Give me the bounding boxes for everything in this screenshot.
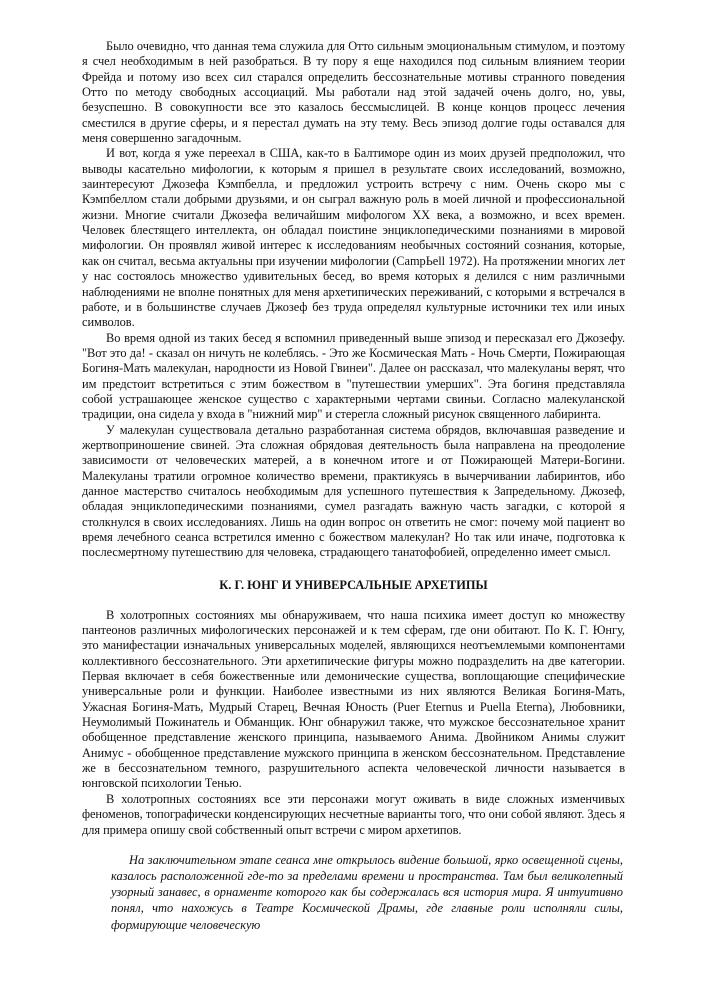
paragraph: Было очевидно, что данная тема служила для Отто сильным эмоциональным стимулом, и поэтому я счел необходимым в ней разобраться. В ту пору я еще находился под сильным влиянием теории Фрейда и потому изо всех сил старался определить бессознательные мотивы странного поведения Отто по методу свободных ассоциаций. Мы работали над этой задачей очень долго, но, увы, безуспешно. В совокупности все это казалось бессмыслицей. В конце концов процесс лечения сместился в другие сферы, и я перестал думать на эту тему. Весь эпизод долгие годы оставался для меня совершенно загадочным. [82, 39, 625, 146]
paragraph: В холотропных состояниях все эти персонажи могут оживать в виде сложных изменчивых феноменов, топографически конденсирующих несчетные варианты того, что они собой являют. Здесь я для примера опишу свой собственный опыт встречи с миром архетипов. [82, 791, 625, 837]
section-heading: К. Г. ЮНГ И УНИВЕРСАЛЬНЫЕ АРХЕТИПЫ [219, 577, 488, 592]
paragraph: Во время одной из таких бесед я вспомнил приведенный выше эпизод и пересказал его Джозефу. "Вот это да! - сказал он ничуть не колеблясь. - Это же Космическая Мать - Ночь Смерти, Пожирающая Богиня-Мать малекулан, народности из Новой Гвинеи". Далее он рассказал, что малекуланы верят, что им предстоит встретиться с этим божеством в "путешествии умерших". Эта богиня представляла собой устрашающее женское существо с характерными чертами свиньи. Согласно малекуланской традиции, она сидела у входа в "нижний мир" и стерегла сложный рисунок священного лабиринта. [82, 330, 625, 422]
paragraph: И вот, когда я уже переехал в США, как-то в Балтиморе один из моих друзей предположил, что выводы касательно мифологии, к которым я пришел в результате своих исследований, возможно, заинтересуют Джозефа Кэмпбелла, и предложил устроить встречу с ним. Очень скоро мы с Кэмпбеллом стали добрыми друзьями, и он сыграл важную роль в моей личной и профессиональной жизни. Многие считали Джозефа величайшим мифологом XX века, а возможно, и всех времен. Человек блестящего интеллекта, он обладал поистине энциклопедическими познаниями в мировой мифологии. Он проявлял живой интерес к исследованиям необычных состояний сознания, которые, как он считал, весьма актуальны при изучении мифологии (CampЬell 1972). На протяжении многих лет у нас состоялось множество удивительных бесед, во время которых я делился с ним различными наблюдениями не вполне понятных для меня архетипических переживаний, с которыми я встречался в работе, и в большинстве случаев Джозеф без труда определял культурные источники тех или иных символов. [82, 146, 625, 330]
paragraph: У малекулан существовала детально разработанная система обрядов, включавшая разведение и жертвоприношение свиней. Эта сложная обрядовая деятельность была направлена на преодоление зависимости от человеческих матерей, а в конечном итоге и от Пожирающей Матери-Богини. Малекуланы тратили огромное количество времени, практикуясь в вычерчивании лабиринтов, ибо данное мастерство считалось необходимым для успешного путешествия к Запредельному. Джозеф, обладая энциклопедическими познаниями, сумел разгадать важную часть загадки, с которой я столкнулся в своих исследованиях. Лишь на один вопрос он ответить не смог: почему мой пациент во время лечебного сеанса встретился именно с божеством малекулан? Но так или иначе, подготовка к послесмертному путешествию для человека, страдающего танатофобией, определенно имеет смысл. [82, 422, 625, 560]
paragraph: В холотропных состояниях мы обнаруживаем, что наша психика имеет доступ ко множеству пантеонов различных мифологических персонажей и к тем сферам, где они обитают. По К. Г. Юнгу, это манифестации изначальных универсальных моделей, являющихся неотъемлемыми компонентами коллективного бессознательного. Эти архетипические фигуры можно подразделить на две категории. Первая включает в себя божественные или демонические существа, воплощающие специфические универсальные роли и функции. Наиболее известными из них являются Великая Богиня-Мать, Ужасная Богиня-Мать, Мудрый Старец, Вечная Юность (Puer Eternus и Puella Eterna), Любовники, Неумолимый Пожинатель и Обманщик. Юнг обнаружил также, что мужское бессознательное хранит обобщенное представление женского принципа, называемого Анима. Двойником Анимы служит Анимус - обобщенное представление мужского принципа в женском бессознательном. Представление же в бессознательном темного, разрушительного аспекта человеческой личности называется в юнговской психологии Тенью. [82, 607, 625, 791]
quoted-passage: На заключительном этапе сеанса мне открылось видение большой, ярко освещенной сцены, казалось расположенной где-то за пределами времени и пространства. Там был великолепный узорный занавес, в орнаменте которого как бы содержалась вся история мира. Я интуитивно понял, что нахожусь в Театре Космической Драмы, где главные роли исполняли силы, формирующие человеческую [111, 852, 623, 932]
